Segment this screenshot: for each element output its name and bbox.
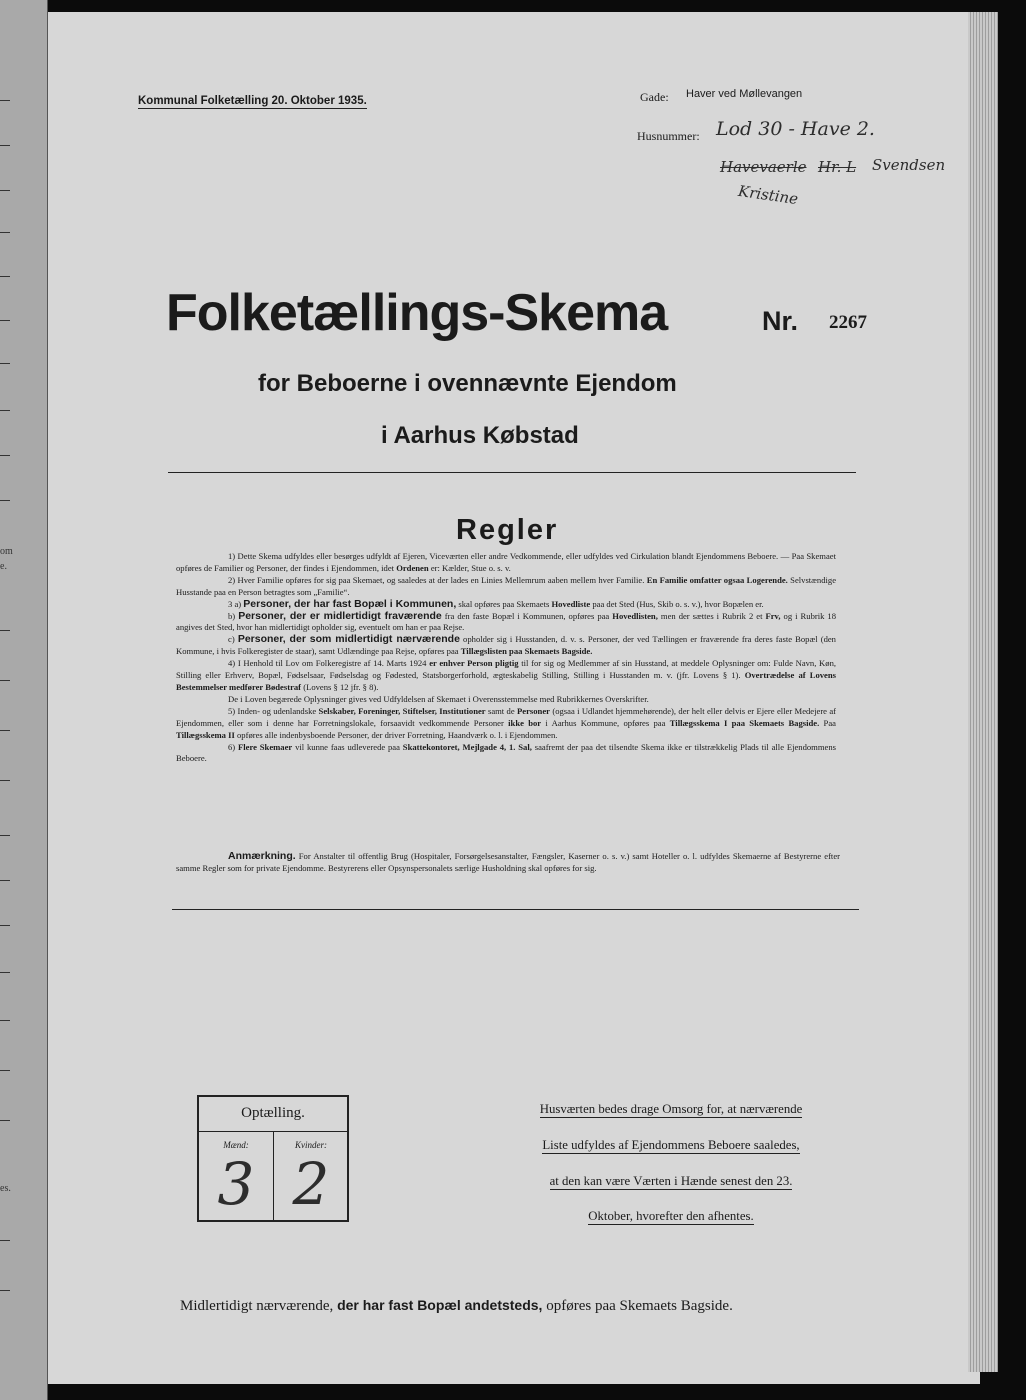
men-column bbox=[199, 1132, 273, 1220]
divider bbox=[172, 909, 859, 910]
divider bbox=[168, 472, 856, 473]
ruler-tick bbox=[0, 500, 10, 501]
form-city: i Aarhus Købstad bbox=[381, 422, 579, 449]
notice-line: Husværten bedes drage Omsorg for, at nærværende bbox=[539, 1102, 803, 1116]
gade-label: Gade: bbox=[640, 90, 669, 104]
left-page-text: es. bbox=[0, 1183, 11, 1194]
notice-line: at den kan være Værten i Hænde senest den 23. bbox=[549, 1174, 793, 1188]
left-page-edge bbox=[0, 0, 48, 1400]
form-number-label: Nr. bbox=[762, 306, 799, 336]
women-column bbox=[273, 1132, 348, 1220]
ruler-tick bbox=[0, 780, 10, 781]
rule-3b: b) Personer, der er midlertidigt fraværende fra den faste Bopæl i Kommunen, opføres paa Hovedlisten, men der sættes i Rubrik 2 et Frv, og i Rubrik 18 angives det Sted, hvor han midlertidigt opholder sig, eventuelt om han er paa Rejse. bbox=[176, 609, 837, 633]
ruler-tick bbox=[0, 145, 10, 146]
struck-handwriting: Havevaerle bbox=[720, 158, 807, 176]
rule-2: 2) Hver Familie opføres for sig paa Skemaet, og saaledes at der lades en Linies Mellemrum aaben mellem hver Familie. En Familie omfatter ogsaa Logerende. Selvstændige Husstande paa en Person betragtes som „Familie“. bbox=[176, 574, 837, 597]
left-page-text: e. bbox=[0, 561, 7, 572]
annotation bbox=[176, 850, 840, 874]
women-label: Kvinder: bbox=[295, 1140, 327, 1150]
men-label: Mænd: bbox=[223, 1140, 249, 1150]
ruler-tick bbox=[0, 630, 10, 631]
form-subtitle: for Beboerne i ovennævnte Ejendom bbox=[258, 370, 677, 397]
gade-value: Haver ved Møllevangen bbox=[686, 88, 803, 100]
ruler-tick bbox=[0, 1290, 10, 1291]
rule-4: 4) I Henhold til Lov om Folkeregistre af 14. Marts 1924 er enhver Person pligtig til for sig og Medlemmer af sin Husstand, at meddele Oplysninger om: Fulde Navn, Køn, Stilling eller Erhverv, Bopæl, Fødselsaar, Fødselsdag og Fødested, Statsborgerforhold, ægteskabelig Stilling, Stilling i Husstanden m. v. (jfr. Lovens § 1). Overtrædelse af Lovens Bestemmelser medfører Bødestraf (Lovens § 12 jfr. § 8). bbox=[176, 658, 837, 692]
notice-line: Oktober, hvorefter den afhentes. bbox=[588, 1209, 754, 1223]
page-stack-edges bbox=[968, 12, 998, 1372]
rule-3c: c) Personer, der som midlertidigt nærværende opholder sig i Husstanden, d. v. s. Personer, der ved Tællingen er fraværende fra deres faste Bopæl (den Kommune, i hvis Folkeregister de staar), samt Udlændinge paa Rejse, opføres paa Tillægslisten paa Skemaets Bagside. bbox=[176, 633, 836, 657]
ruler-tick bbox=[0, 880, 10, 881]
rule-5: 5) Inden- og udenlandske Selskaber, Foreninger, Stiftelser, Institutioner samt de Personer (ogsaa i Udlandet hjemmehørende), der helt eller delvis er Ejere eller Medejere af Ejendommen, eller som i denne har Forretningslokale, forsaavidt vedkommende Personer ikke bor i Aarhus Kommune, opføres paa Tillægsskema I paa Skemaets Bagside. Paa Tillægsskema II opføres alle indenbysboende Personer, der driver Forretning, Haandværk o. l. i Ejendommen. bbox=[176, 705, 837, 740]
rules-body bbox=[176, 551, 836, 765]
annotation-text: For Anstalter til offentlig Brug (Hospitaler, Forsørgelsesanstalter, Fængsler, Kaserner o. s. v.) samt Hoteller o. l. udfyldes Skemaerne af Bestyrerne efter samme Regler som for private Ejendomme. Bestyrerens eller Opsynspersonalets særlige Husholdning skal opføres for sig. bbox=[176, 851, 840, 873]
ruler-tick bbox=[0, 276, 10, 277]
women-count: 2 bbox=[292, 1150, 330, 1218]
count-box-row bbox=[199, 1131, 347, 1220]
ruler-tick bbox=[0, 1020, 10, 1021]
husnummer-value: Lod 30 - Have 2. bbox=[716, 118, 875, 140]
census-line: Kommunal Folketælling 20. Oktober 1935. bbox=[138, 95, 367, 107]
owner-handwriting: Svendsen bbox=[872, 156, 946, 174]
husnummer-label: Husnummer: bbox=[637, 129, 700, 143]
rule-3a: 3 a) Personer, der har fast Bopæl i Kommunen, skal opføres paa Skemaets Hovedliste paa det Sted (Hus, Skib o. s. v.), hvor Bopælen er. bbox=[228, 597, 764, 610]
ruler-tick bbox=[0, 972, 10, 973]
ruler-tick bbox=[0, 1240, 10, 1241]
ruler-tick bbox=[0, 232, 10, 233]
rules-heading: Regler bbox=[456, 514, 559, 546]
ruler-tick bbox=[0, 455, 10, 456]
ruler-tick bbox=[0, 1070, 10, 1071]
ruler-tick bbox=[0, 320, 10, 321]
struck-handwriting: Hr. L bbox=[818, 158, 857, 176]
footer-note: Midlertidigt nærværende, der har fast Bopæl andetsteds, opføres paa Skemaets Bagside. bbox=[180, 1297, 733, 1314]
ruler-tick bbox=[0, 925, 10, 926]
form-title: Folketællings-Skema bbox=[166, 284, 668, 342]
ruler-tick bbox=[0, 835, 10, 836]
ruler-tick bbox=[0, 410, 10, 411]
men-count: 3 bbox=[217, 1150, 255, 1218]
ruler-tick bbox=[0, 730, 10, 731]
count-box-title: Optælling. bbox=[241, 1105, 305, 1121]
owner-handwriting-firstname: Kristine bbox=[737, 181, 800, 209]
annotation-label: Anmærkning. bbox=[228, 850, 296, 862]
count-box bbox=[197, 1095, 349, 1222]
ruler-tick bbox=[0, 190, 10, 191]
notice-line: Liste udfyldes af Ejendommens Beboere saaledes, bbox=[542, 1138, 800, 1152]
ruler-tick bbox=[0, 100, 10, 101]
form-number: 2267 bbox=[829, 312, 867, 333]
ruler-tick bbox=[0, 680, 10, 681]
ruler-tick bbox=[0, 363, 10, 364]
ruler-tick bbox=[0, 1120, 10, 1121]
left-page-text: om bbox=[0, 546, 13, 557]
rule-1: 1) Dette Skema udfyldes eller besørges udfyldt af Ejeren, Viceværten eller andre Vedkommende, eller udfyldes ved Cirkulation blandt Ejendommens Beboere. — Paa Skemaet opføres de Familier og Personer, der findes i Ejendommen, idet Ordenen er: Kælder, Stue o. s. v. bbox=[176, 551, 836, 573]
rule-6: 6) Flere Skemaer vil kunne faas udleverede paa Skattekontoret, Mejlgade 4, 1. Sal, saafremt der paa det tilsendte Skema ikke er tilstrækkelig Plads til alle Ejendommens Beboere. bbox=[176, 741, 837, 764]
rule-4b: De i Loven begærede Oplysninger gives ved Udfyldelsen af Skemaet i Overensstemmelse med Rubrikkernes Overskrifter. bbox=[228, 693, 649, 704]
